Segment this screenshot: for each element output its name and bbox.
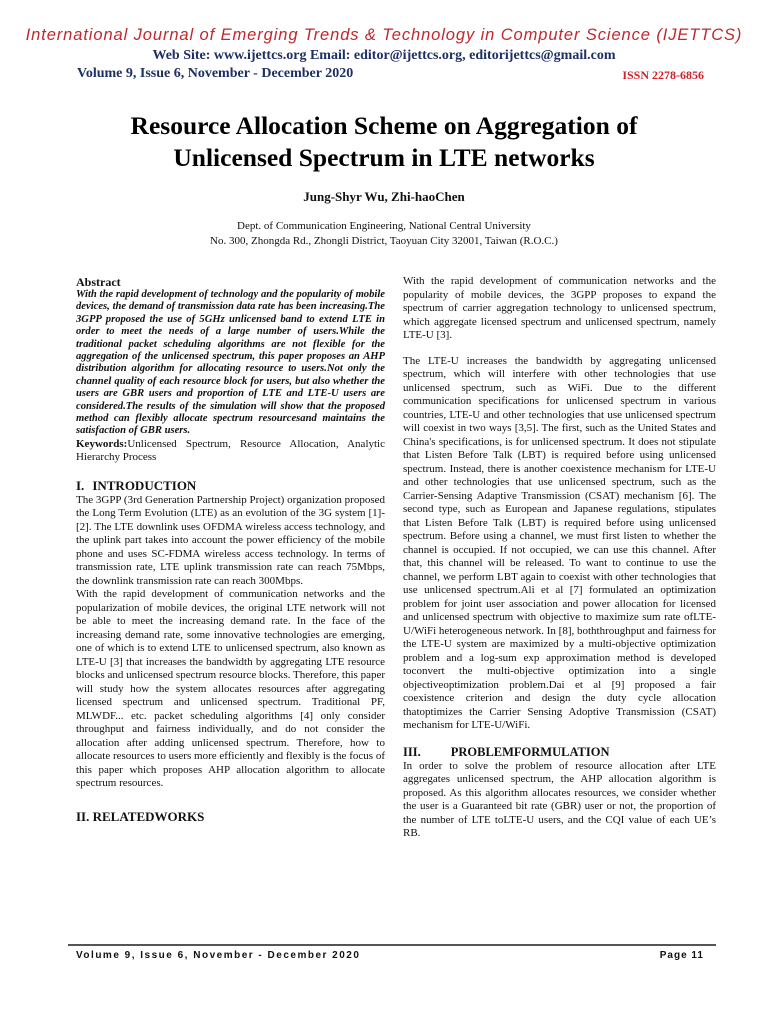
related-works-paragraph-1: With the rapid development of communication networks and the popularity of mobile devices, the 3GPP proposes to expand the spectrum of carrier aggregation technology to unlicensed spectrum, which aggregate licensed spectrum and unlicensed spectrum, namely LTE-U [3]. bbox=[403, 275, 716, 341]
keywords bbox=[76, 438, 385, 465]
footer-divider bbox=[68, 944, 716, 946]
affiliation-line-2: No. 300, Zhongda Rd., Zhongli District, Taoyuan City 32001, Taiwan (R.O.C.) bbox=[210, 235, 558, 247]
abstract-heading: Abstract bbox=[76, 275, 121, 289]
paper-title-line-2: Unlicensed Spectrum in LTE networks bbox=[173, 143, 595, 172]
section-heading-introduction bbox=[76, 478, 385, 493]
keywords-label: Keywords: bbox=[76, 437, 128, 450]
introduction-paragraph-2: With the rapid development of communication networks and the popularization of mobile devices, the original LTE network will not be able to meet the increasing demand rate. In the face of the increasing demand rate, some innovative technologies are emerging, one of which is to extend LTE to unlicensed spectrum, also known as LTE-U [3] that increases the bandwidth by aggregating LTE resource blocks and unlicensed spectrum resource blocks. Therefore, this paper will study how the system allocates resources after aggregating licensed spectrum and unlicensed spectrum. Traditional PF, MLWDF... etc. packet scheduling algorithms [4] only consider throughput and fairness individually, and do not consider the allocation after adding unlicensed spectrum. Therefore, how to allocate resources to users more efficiently and flexibly is the focus of this paper which proposes AHP allocation algorithm to allocate spectrum resources. bbox=[76, 588, 385, 790]
journal-website-line: Web Site: www.ijettcs.org Email: editor@ijettcs.org, editorijettcs@gmail.com bbox=[152, 48, 616, 63]
problem-formulation-paragraph: In order to solve the problem of resource allocation after LTE aggregates unlicensed spectrum, the AHP allocation algorithm is proposed. As this algorithm allocates resources, we consider whether the user is a Guaranteed bit rate (GBR) user or not, the proportion of the number of LTE toLTE-U users, and the CQI value of each UE’s RB. bbox=[403, 759, 716, 839]
related-works-paragraph-2: The LTE-U increases the bandwidth by aggregating unlicensed spectrum, which will interfere with other technologies that use unlicensed spectrum, such as WiFi. Due to the different communication specifications for unlicensed spectrum in various countries, LTE-U and other technologies that use unlicensed spectrum will coexist in two ways [3,5]. The first, such as the United States and China's specifications, is for unlicensed spectrum. It does not stipulate that Listen Before Talk (LBT) is required before using unlicensed spectrum. Instead, there is another coexistence mechanism for LTE-U and other technologies that use unlicensed spectrum, such as the Carrier-Sensing Adaptive Transmission (CSAT) mechanism [6]. The second type, such as European and Japanese regulations, stipulates that Listen Before Talk (LBT) is required before using unlicensed spectrum. Before using a channel, we must first listen to whether the channel is occupied. If not occupied, we can use this channel. After that, this channel will be released. To want to continue to use the channel, we perform LBT again to coexist with other technologies that use unlicensed spectrum.Ali et al [7] formulated an optimization problem for joint user association and power allocation for licensed and unlicensed spectrum with objective to maximize sum rate ofLTE-U/WiFi heterogeneous network. In [8], boththroughput and fairness for the LTE-U system are maximized by a multi-objective optimization problem and a log-sum exp approximation method is developed toconvert the multi-objective optimization into a single objectiveoptimization problem.Dai et al [9] proposed a fair coexistence criterion and design the duty cycle allocation thatoptimizes the Carrier Sensing Adoptive Transmission (CSAT) mechanism for LTE-U/WiFi. bbox=[403, 354, 716, 731]
header-volume: Volume 9, Issue 6, November - December 2020 bbox=[77, 66, 354, 81]
section-number: III. bbox=[403, 744, 421, 759]
keywords-text: Unlicensed Spectrum, Resource Allocation, Analytic Hierarchy Process bbox=[76, 437, 385, 464]
right-column bbox=[403, 275, 716, 841]
affiliation-line-1: Dept. of Communication Engineering, National Central University bbox=[237, 220, 531, 232]
journal-title: International Journal of Emerging Trends & Technology in Computer Science (IJETTCS) bbox=[25, 26, 743, 44]
section-heading-problem-formulation bbox=[403, 745, 716, 760]
section-number: I. bbox=[76, 477, 85, 493]
paper-title-line-1: Resource Allocation Scheme on Aggregation of bbox=[130, 111, 638, 140]
paper-affiliation bbox=[0, 219, 768, 249]
header-issn: ISSN 2278-6856 bbox=[622, 68, 704, 82]
section-title: PROBLEMFORMULATION bbox=[450, 744, 610, 759]
introduction-paragraph-1: The 3GPP (3rd Generation Partnership Project) organization proposed the Long Term Evolution (LTE) as an evolution of the 3G system [1]-[2]. The LTE downlink uses OFDMA wireless access technology, and the uplink part takes into account the power efficiency of the mobile phone and uses SC-FDMA wireless access technology. In terms of transmission rate, LTE uplink transmission rate can reach 75Mbps, the downlink transmission rate can reach 300Mbps. bbox=[76, 493, 385, 587]
section-heading-related-works: II. RELATEDWORKS bbox=[76, 808, 205, 824]
footer-volume: Volume 9, Issue 6, November - December 2020 bbox=[76, 950, 361, 961]
paper-authors: Jung-Shyr Wu, Zhi-haoChen bbox=[303, 189, 465, 204]
paper-title bbox=[0, 110, 768, 174]
section-title: INTRODUCTION bbox=[92, 477, 197, 493]
abstract-body: With the rapid development of technology and the popularity of mobile devices, the demand of transmission data rate has been increasing.The 3GPP proposed the use of 5GHz unlicensed band to extend LTE in order to meet the needs of a large number of users.While the traditional packet scheduling algorithms are not flexible for the aggregation of the unlicensed spectrum, this paper proposes an AHP distribution algorithm for allocating resource to users.Not only the channel quality of each resource block for users, but also whether the users are GBR users and proportion of LTE and LTE-U users are considered.The results of the simulation will show that the proposed method can flexibly allocate spectrum resourcesand maintains the satisfaction of GBR users. bbox=[76, 289, 385, 437]
left-column bbox=[76, 275, 385, 825]
footer-page-number: Page 11 bbox=[659, 950, 704, 961]
